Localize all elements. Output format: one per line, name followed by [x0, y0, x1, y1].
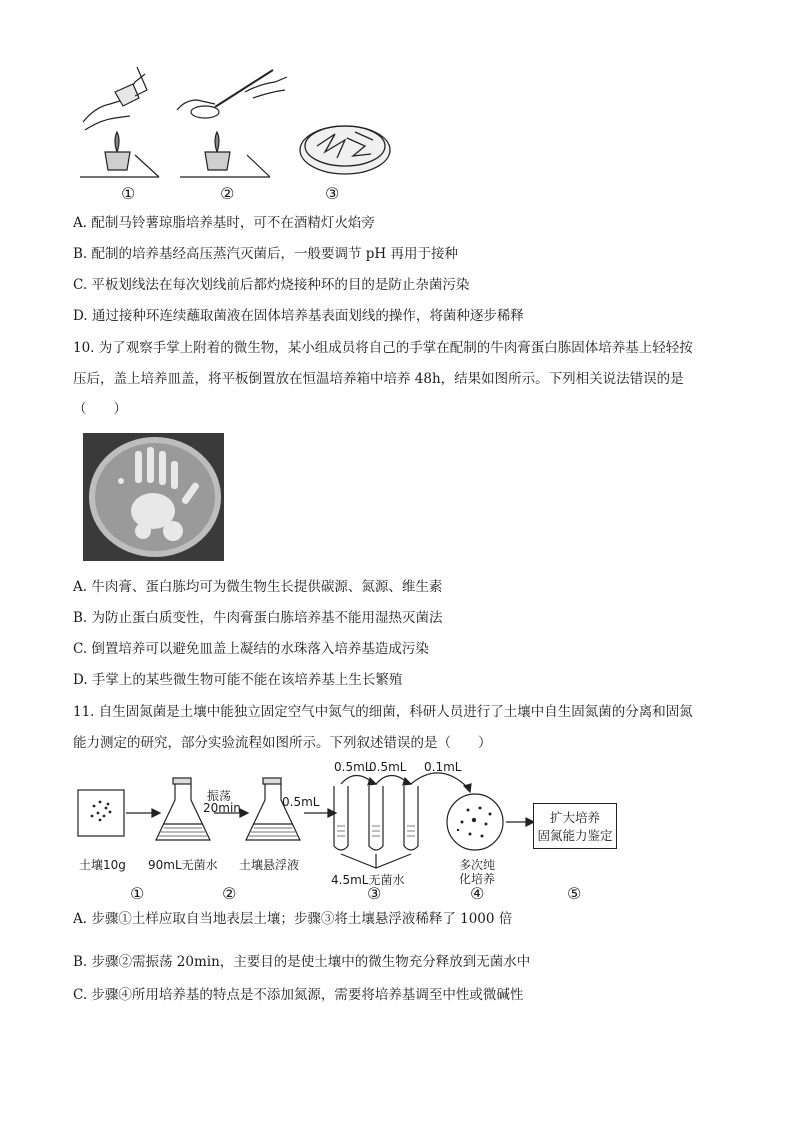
step-label-2: ②	[222, 884, 237, 903]
transfer-volume-top-3: 0.1mL	[424, 760, 462, 774]
q10-stem-line1: 10. 为了观察手掌上附着的微生物，某小组成员将自己的手掌在配制的牛肉膏蛋白胨固体培养基上轻轻按	[73, 340, 693, 356]
expand-culture-box	[533, 803, 617, 849]
q9-option-a: A. 配制马铃薯琼脂培养基时，可不在酒精灯火焰旁	[73, 215, 375, 231]
q11-option-c: C. 步骤④所用培养基的特点是不添加氮源，需要将培养基调至中性或微碱性	[73, 987, 524, 1003]
suspension-label: 土壤悬浮液	[239, 858, 300, 872]
culture-label-line1: 多次纯	[459, 858, 496, 872]
tubes-label: 4.5mL无菌水	[331, 873, 405, 887]
q10-option-b: B. 为防止蛋白质变性，牛肉膏蛋白胨培养基不能用湿热灭菌法	[73, 610, 443, 626]
q10-option-a: A. 牛肉膏、蛋白胨均可为微生物生长提供碳源、氮源、维生素	[73, 579, 443, 595]
step-label-5: ⑤	[567, 884, 582, 903]
transfer-volume-1: 0.5mL	[282, 795, 320, 809]
q9-figure-label-1: ①	[121, 184, 136, 203]
flask-soil-suspension	[246, 778, 300, 840]
q11-option-b: B. 步骤②需振荡 20min，主要目的是使土壤中的微生物充分释放到无菌水中	[73, 954, 531, 970]
q11-stem-line2: 能力测定的研究，部分实验流程如图所示。下列叙述错误的是（ ）	[73, 735, 492, 751]
transfer-volume-top-1: 0.5mL	[334, 760, 372, 774]
q9-figure-label-3: ③	[325, 184, 340, 203]
loop-illustration	[177, 70, 287, 177]
flask-sterile-water	[156, 778, 210, 840]
shake-time-label: 20min	[203, 801, 241, 815]
q9-option-d: D. 通过接种环连续蘸取菌液在固体培养基表面划线的操作，将菌种逐步稀释	[73, 308, 524, 324]
q9-option-c: C. 平板划线法在每次划线前后都灼烧接种环的目的是防止杂菌污染	[73, 277, 470, 293]
pouring-illustration	[80, 67, 159, 177]
shake-label: 振荡	[207, 789, 232, 803]
sterile-water-label: 90mL无菌水	[148, 858, 218, 872]
step-label-3: ③	[367, 884, 382, 903]
handprint-plate-photo	[83, 433, 224, 561]
q10-stem-line3: （ ）	[73, 401, 127, 417]
q11-stem-line1: 11. 自生固氮菌是土壤中能独立固定空气中氮气的细菌，科研人员进行了土壤中自生固氮菌的分离和固氮	[73, 704, 693, 720]
streak-plate-illustration	[300, 126, 390, 174]
q10-option-d: D. 手掌上的某些微生物可能不能在该培养基上生长繁殖	[73, 672, 403, 688]
q10-stem-line2: 压后，盖上培养皿盖，将平板倒置放在恒温培养箱中培养 48h，结果如图所示。下列相关说法错误的是	[73, 371, 684, 387]
q10-option-c: C. 倒置培养可以避免皿盖上凝结的水珠落入培养基造成污染	[73, 641, 429, 657]
step-label-4: ④	[470, 884, 485, 903]
dilution-tubes	[334, 775, 418, 868]
box-line-1: 扩大培养	[549, 810, 600, 825]
q9-option-b: B. 配制的培养基经高压蒸汽灭菌后，一般要调节 pH 再用于接种	[73, 246, 458, 262]
q9-figure-label-2: ②	[220, 184, 235, 203]
transfer-volume-top-2: 0.5mL	[369, 760, 407, 774]
culture-label-line2: 化培养	[459, 872, 496, 886]
culture-plate	[447, 794, 503, 850]
soil-sample-box	[78, 790, 124, 836]
step-label-1: ①	[130, 884, 145, 903]
q11-option-a: A. 步骤①土样应取自当地表层土壤；步骤③将土壤悬浮液稀释了 1000 倍	[73, 911, 513, 927]
box-line-2: 固氮能力鉴定	[537, 828, 613, 843]
q9-figure	[75, 62, 395, 184]
soil-label: 土壤10g	[79, 858, 126, 872]
